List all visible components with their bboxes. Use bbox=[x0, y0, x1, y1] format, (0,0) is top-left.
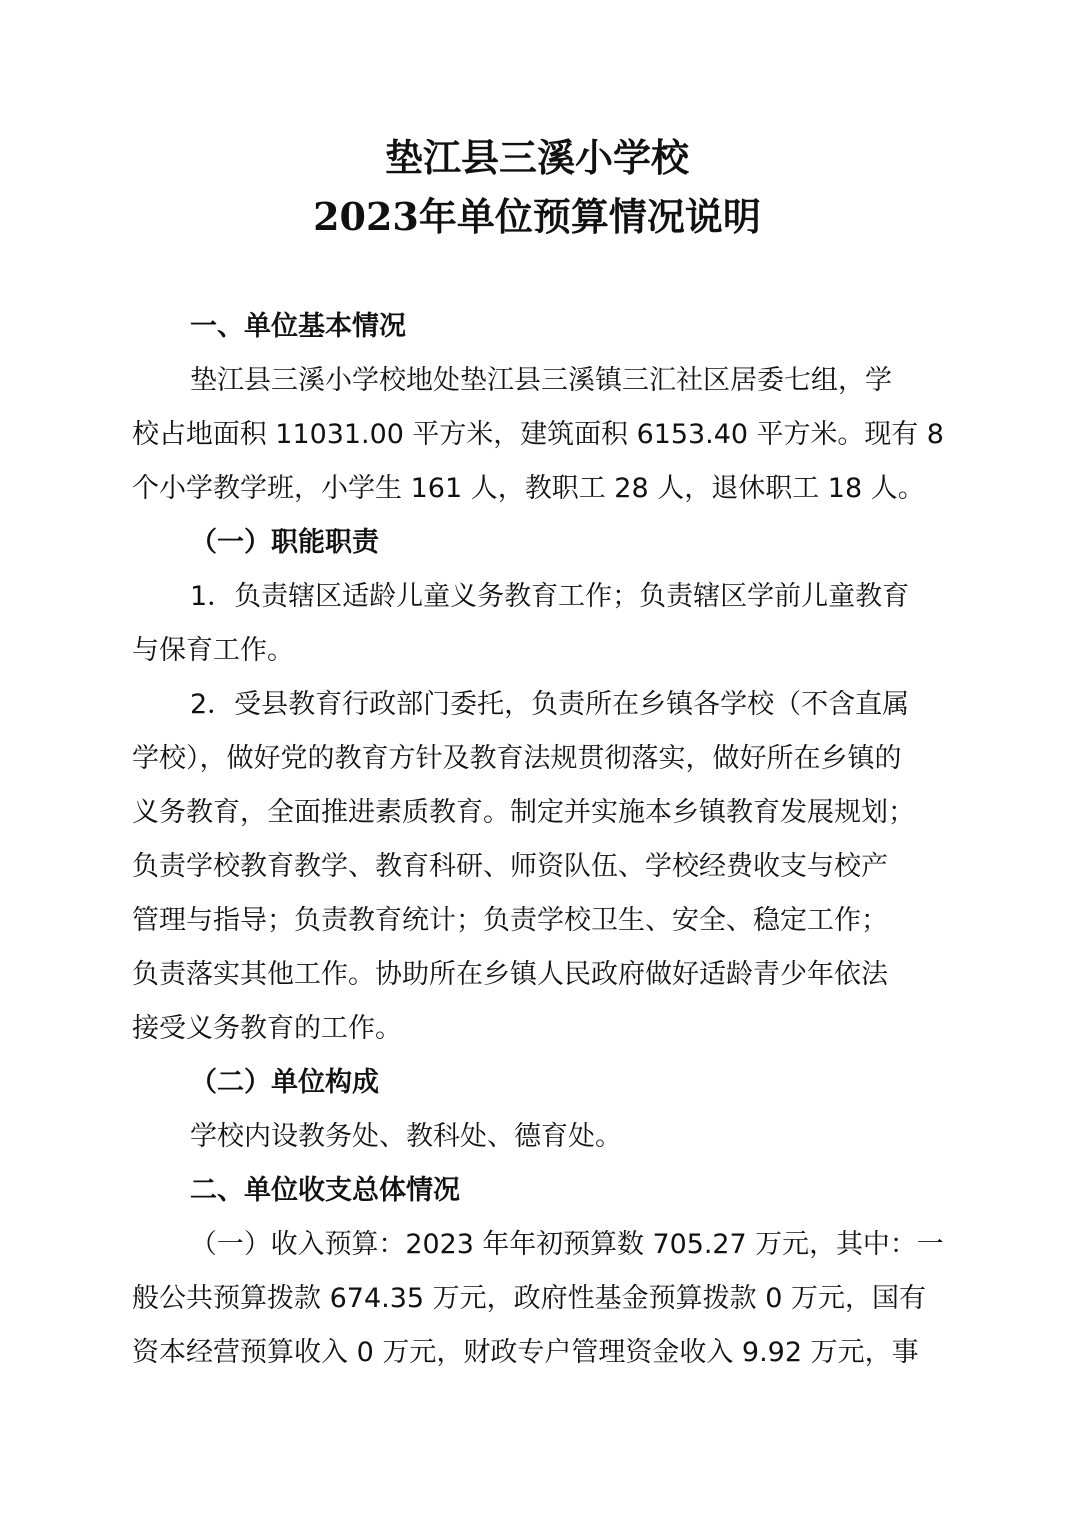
paragraph-line: 垫江县三溪小学校地处垫江县三溪镇三汇社区居委七组，学 bbox=[190, 365, 892, 396]
paragraph-line: 义务教育，全面推进素质教育。制定并实施本乡镇教育发展规划； bbox=[132, 797, 915, 828]
paragraph-line: 1．负责辖区适龄儿童义务教育工作；负责辖区学前儿童教育 bbox=[190, 581, 910, 612]
subsection-heading-structure: （二）单位构成 bbox=[190, 1067, 379, 1098]
paragraph-line: 资本经营预算收入 0 万元，财政专户管理资金收入 9.92 万元，事 bbox=[132, 1337, 919, 1368]
document-title-line1: 垫江县三溪小学校 bbox=[384, 135, 689, 180]
paragraph-line: 负责学校教育教学、教育科研、师资队伍、学校经费收支与校产 bbox=[132, 851, 888, 882]
paragraph-line: 负责落实其他工作。协助所在乡镇人民政府做好适龄青少年依法 bbox=[132, 959, 888, 990]
paragraph-line: 个小学教学班，小学生 161 人，教职工 28 人，退休职工 18 人。 bbox=[132, 473, 925, 504]
paragraph-line: 2．受县教育行政部门委托，负责所在乡镇各学校（不含直属 bbox=[190, 689, 910, 720]
paragraph-line: 学校内设教务处、教科处、德育处。 bbox=[190, 1121, 622, 1152]
section-heading-basic-info: 一、单位基本情况 bbox=[190, 311, 406, 342]
subsection-heading-duties: （一）职能职责 bbox=[190, 527, 379, 558]
document-title-line2: 2023年单位预算情况说明 bbox=[313, 194, 761, 239]
section-heading-budget-overview: 二、单位收支总体情况 bbox=[190, 1175, 460, 1206]
paragraph-line: 与保育工作。 bbox=[132, 635, 294, 666]
paragraph-line: 般公共预算拨款 674.35 万元，政府性基金预算拨款 0 万元，国有 bbox=[132, 1283, 926, 1314]
paragraph-line: 学校），做好党的教育方针及教育法规贯彻落实，做好所在乡镇的 bbox=[132, 743, 902, 774]
paragraph-line: （一）收入预算：2023 年年初预算数 705.27 万元，其中：一 bbox=[190, 1229, 944, 1260]
paragraph-line: 校占地面积 11031.00 平方米，建筑面积 6153.40 平方米。现有 8 bbox=[132, 419, 944, 450]
paragraph-line: 管理与指导；负责教育统计；负责学校卫生、安全、稳定工作； bbox=[132, 905, 888, 936]
paragraph-line: 接受义务教育的工作。 bbox=[132, 1013, 402, 1044]
